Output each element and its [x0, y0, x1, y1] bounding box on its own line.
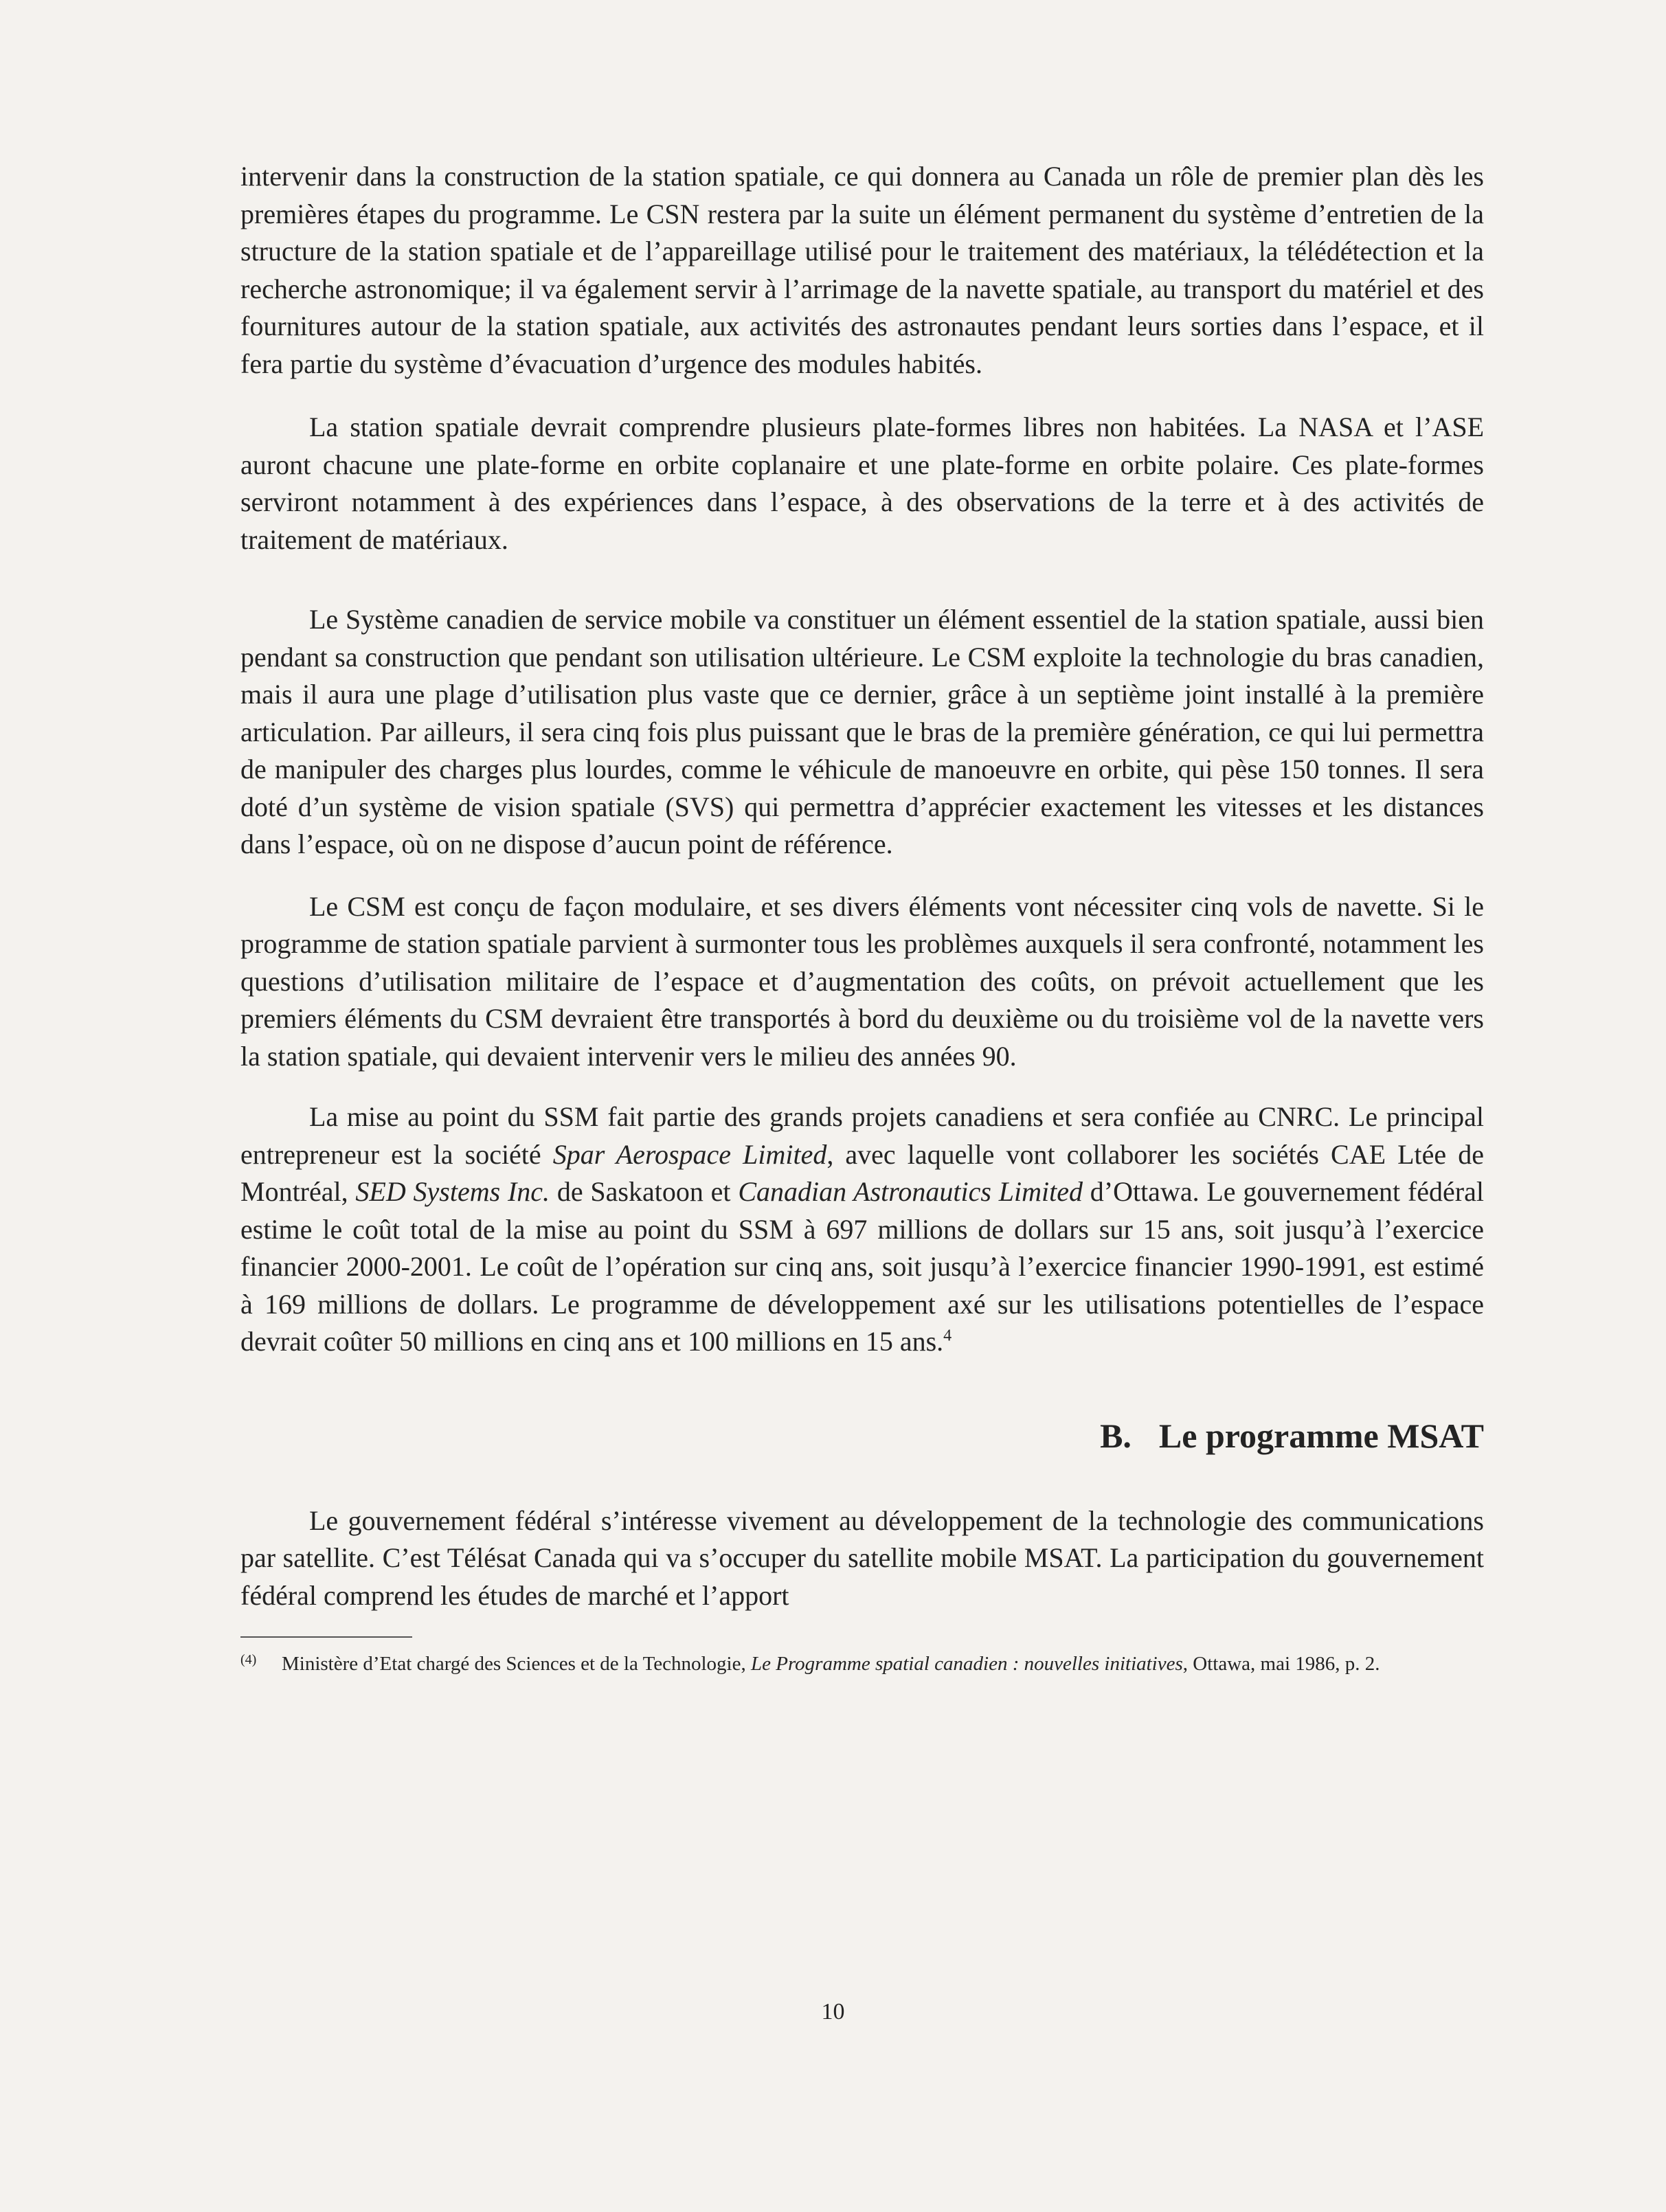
company-name: Spar Aerospace Limited [552, 1138, 827, 1170]
text-run: de Saskatoon et [550, 1176, 739, 1207]
document-page [240, 158, 1484, 1678]
footnote-mark: (4) [240, 1652, 257, 1667]
section-title: Le programme MSAT [1158, 1416, 1484, 1455]
text-run: La mise au point du SSM fait partie des grands projets canadiens et sera confiée au CNRC. Le principal entrepreneur est la société [240, 1101, 1484, 1170]
text-run: , avec laquelle vont collaborer les sociétés CAE Ltée de Montréal, [240, 1138, 1485, 1207]
paragraph: Le Système canadien de service mobile va constituer un élément essentiel de la station spatiale, aussi bien pendant sa construction que pendant son utilisation ultérieure. Le CSM exploite la technologie du bras canadien, mais il aura une plage d’utilisation plus vaste que ce dernier, grâce à un septième joint installé à la première articulation. Par ailleurs, il sera cinq fois plus puissant que le bras de la première génération, ce qui lui permettra de manipuler des charges plus lourdes, comme le véhicule de manoeuvre en orbite, qui pèse 150 tonnes. Il sera doté d’un système de vision spatiale (SVS) qui permettra d’apprécier exactement les vitesses et les distances dans l’espace, où on ne dispose d’aucun point de référence. [240, 604, 1484, 859]
paragraph: La station spatiale devrait comprendre plusieurs plate-formes libres non habitées. La NASA et l’ASE auront chacune une plate-forme en orbite coplanaire et une plate-forme en orbite polaire. Ces plate-formes serviront notamment à des expériences dans l’espace, à des observations de la terre et à des activités de traitement de matériaux. [240, 411, 1484, 555]
page-number: 10 [821, 1999, 845, 2024]
text-run: d’Ottawa. Le gouvernement fédéral estime le coût total de la mise au point du SSM à 697 millions de dollars sur 15 ans, soit jusqu’à l’exercice financier 2000-2001. Le coût de l’opération sur cinq ans, soit jusqu’à l’exercice financier 1990-1991, est estimé à 169 millions de dollars. Le programme de développement axé sur les utilisations potentielles de l’espace devrait coûter 50 millions en cinq ans et 100 millions en 15 ans. [240, 1176, 1484, 1357]
paragraph: intervenir dans la construction de la station spatiale, ce qui donnera au Canada un rôle de premier plan dès les premières étapes du programme. Le CSN restera par la suite un élément permanent du système d’entretien de la structure de la station spatiale et de l’appareillage utilisé pour le traitement des matériaux, la télédétection et la recherche astronomique; il va également servir à l’arrimage de la navette spatiale, au transport du matériel et des fournitures autour de la station spatiale, aux activités des astronautes pendant leurs sorties dans l’espace, et il fera partie du système d’évacuation d’urgence des modules habités. [240, 161, 1484, 379]
paragraph: Le gouvernement fédéral s’intéresse vivement au développement de la technologie des communications par satellite. C’est Télésat Canada qui va s’occuper du satellite mobile MSAT. La participation du gouvernement fédéral comprend les études de marché et l’apport [240, 1504, 1484, 1611]
section-heading [240, 1414, 1484, 1457]
footnote [240, 1650, 1484, 1678]
company-name: Canadian Astronautics Limited [738, 1176, 1083, 1207]
section-letter: B. [1100, 1416, 1132, 1455]
company-name: SED Systems Inc. [355, 1176, 550, 1207]
footnote-reference: 4 [943, 1327, 952, 1345]
paragraph [240, 1098, 1484, 1361]
text-run: Ministère d’Etat chargé des Sciences et de la Technologie, [282, 1653, 751, 1675]
publication-title: Le Programme spatial canadien : nouvelles initiatives [751, 1653, 1183, 1675]
text-run: , Ottawa, mai 1986, p. 2. [1182, 1653, 1380, 1675]
paragraph: Le CSM est conçu de façon modulaire, et ses divers éléments vont nécessiter cinq vols de navette. Si le programme de station spatiale parvient à surmonter tous les problèmes auxquels il sera confronté, notamment les questions d’utilisation militaire de l’espace et d’augmentation des coûts, on prévoit actuellement que les premiers éléments du CSM devraient être transportés à bord du deuxième ou du troisième vol de la navette vers la station spatiale, qui devaient intervenir vers le milieu des années 90. [240, 890, 1484, 1072]
footnote-divider [240, 1636, 412, 1638]
